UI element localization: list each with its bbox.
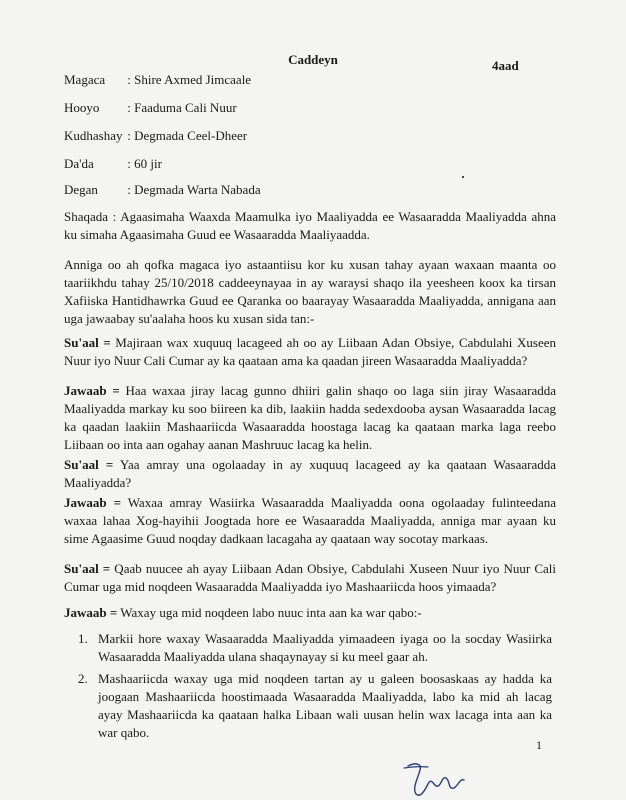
stray-mark	[462, 176, 464, 178]
answer-text: Waxay uga mid noqdeen labo nuuc inta aan ka war qabo:-	[117, 605, 422, 620]
answer-text: Waxaa amray Wasiirka Wasaaradda Maaliyadda oona ogolaaday fulinteedana waxaa lahaa Xog-hayihii Joogtada hore ee Wasaaradda Maaliyadda, anniga mar ayaan ku sime Agaasime Guud noqday dadkaan lacagaha ay qaataan way socotay markaas.	[64, 495, 557, 546]
question-2	[64, 456, 556, 492]
field-label: Hooyo	[64, 100, 100, 115]
answer-text: Haa waxaa jiray lacag gunno dhiiri galin shaqo oo laga siin jiray Wasaaradda Maaliyadda markay ku soo biireen ka dib, laakiin hadda sedexdooba aysan Wasaaradda lacag ka qaadan laakiin Mashaariicda Wasaaradda hoostaga lacag ka qaataan marka laga reebo Liibaan oo inta aan ogahay aanan Mashruuc lacag ka helin.	[64, 383, 556, 452]
field-dada	[64, 156, 162, 172]
field-label: Da'da	[64, 156, 94, 171]
question-text: Qaab nuucee ah ayay Liibaan Adan Obsiye, Cabdulahi Xuseen Nuur iyo Nuur Cali Cumar uga mid noqdeen Wasaaradda Maaliyadda iyo Mashaariicda hoos yimaada?	[64, 561, 557, 594]
field-magaca	[64, 72, 251, 88]
answer-label: Jawaab =	[64, 495, 121, 510]
question-label: Su'aal =	[64, 561, 111, 576]
field-label: Magaca	[64, 72, 106, 87]
field-degan	[64, 182, 261, 198]
field-shaqada	[64, 208, 556, 244]
answer-2	[64, 494, 556, 548]
field-value: : Shire Axmed Jimcaale	[127, 72, 252, 87]
field-value: : Faaduma Cali Nuur	[127, 100, 237, 115]
list-item-number: 2.	[78, 671, 88, 686]
answer-list	[78, 630, 552, 746]
list-item-text: Markii hore waxay Wasaaradda Maaliyadda yimaadeen iyaga oo la socday Wasiirka Wasaaradda Maaliyadda ulana shaqaynayay si ku meel gaar ah.	[98, 631, 552, 664]
field-label: Shaqada	[64, 209, 109, 224]
document-title: Caddeyn	[288, 52, 338, 67]
answer-3	[64, 604, 556, 622]
field-value: : Degmada Warta Nabada	[127, 182, 261, 197]
field-label: Kudhashay	[64, 128, 123, 143]
list-item	[78, 630, 552, 666]
list-item-text: Mashaariicda waxay uga mid noqdeen tartan ay u galeen boosaskaas ay hadda ka joogaan Mashaariicda hoostimaada Wasaaradda Maaliyadda, labo ka mid ah lacag ayay Mashaariicda ka qaataan halka Libaan wali uusan helin wax lacaga inta aan ka war qabo.	[98, 671, 552, 740]
intro-paragraph: Anniga oo ah qofka magaca iyo astaantiisu kor ku xusan tahay ayaan waxaan maanta oo taariikhdu tahay 25/10/2018 caddeeynayaa in ay waraysi shaqo ila yeesheen koox ka tirsan Xafiiska Hantidhawrka Guud ee Qaranka oo baarayay Wasaaradda Maaliyadda, annigana aan uga jawaabay su'aalaha hoos ku xusan sida tan:-	[64, 257, 556, 326]
question-text: Yaa amray una ogolaaday in ay xuquuq lacageed ay ka qaataan Wasaaradda Maaliyadda?	[64, 457, 556, 490]
page-number: 1	[536, 738, 542, 752]
field-value: : Degmada Ceel-Dheer	[127, 128, 248, 143]
field-kudhashay	[64, 128, 247, 144]
question-label: Su'aal =	[64, 457, 114, 472]
field-hooyo	[64, 100, 237, 116]
list-item-number: 1.	[78, 631, 88, 646]
answer-label: Jawaab =	[64, 605, 118, 620]
field-value: : 60 jir	[127, 156, 162, 171]
answer-1	[64, 382, 556, 454]
document-number: 4aad	[492, 58, 519, 73]
question-text: Majiraan wax xuquuq lacageed ah oo ay Liibaan Adan Obsiye, Cabdulahi Xuseen Nuur iyo Nuur Cali Cumar ay ka qaataan ama ka qaadan jireen Wasaaradda Maaliyadda?	[64, 335, 556, 368]
field-label: Degan	[64, 182, 98, 197]
question-label: Su'aal =	[64, 335, 111, 350]
answer-label: Jawaab =	[64, 383, 120, 398]
handwritten-signature	[398, 758, 478, 798]
field-value: : Agaasimaha Waaxda Maamulka iyo Maaliyadda ee Wasaaradda Maaliyadda ahna ku simaha Agaasimaha Guud ee Wasaaradda Maaliyaadda.	[64, 209, 556, 242]
list-item	[78, 670, 552, 742]
question-3	[64, 560, 556, 596]
question-1	[64, 334, 556, 370]
